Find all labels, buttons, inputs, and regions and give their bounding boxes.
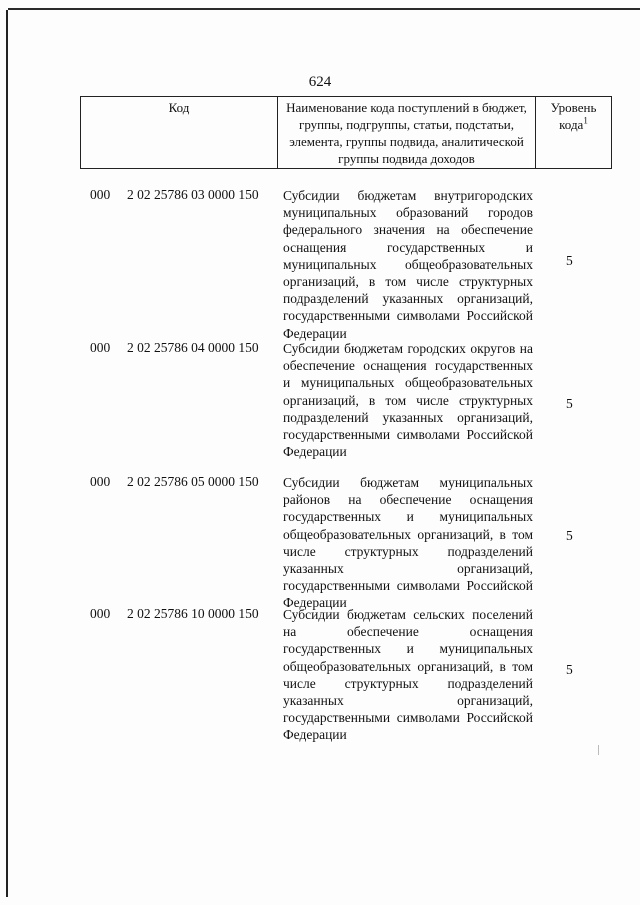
scan-edge-left (6, 10, 8, 897)
row-level: 5 (566, 662, 573, 677)
header-level-label: Уровень кода (550, 100, 597, 132)
row-code: 2 02 25786 10 0000 150 (127, 606, 259, 621)
header-name: Наименование кода поступлений в бюджет, группы, подгруппы, статьи, подстатьи, элемента, группы подвида, аналитической группы подвида доходов (278, 97, 536, 169)
row-code: 2 02 25786 03 0000 150 (127, 187, 259, 202)
header-level (536, 97, 612, 169)
row-kind: 000 (90, 474, 111, 489)
row-description: Субсидии бюджетам сельских поселений на обеспечение оснащения государственных и муниципальных общеобразовательных организаций, в том числе структурных подразделений указанных организаций, государственными символами Российской Федерации (283, 607, 533, 743)
row-level: 5 (566, 396, 573, 411)
row-kind: 000 (90, 606, 111, 621)
row-description: Субсидии бюджетам внутригородских муниципальных образований городов федерального значения на обеспечение оснащения государственных и муниципальных общеобразовательных организаций, в том числе структурных подразделений указанных организаций, государственными символами Российской Федерации (283, 188, 533, 341)
page-number: 624 (308, 74, 332, 90)
row-level: 5 (566, 253, 573, 268)
row-level: 5 (566, 528, 573, 543)
row-code: 2 02 25786 05 0000 150 (127, 474, 259, 489)
row-description: Субсидии бюджетам городских округов на обеспечение оснащения государственных и муниципальных общеобразовательных организаций, в том числе структурных подразделений указанных организаций, государственными символами Российской Федерации (283, 341, 533, 460)
row-kind: 000 (90, 187, 111, 202)
row-description: Субсидии бюджетам муниципальных районов на обеспечение оснащения государственных и муниципальных общеобразовательных организаций, в том числе структурных подразделений указанных организаций, государственными символами Российской Федерации (283, 475, 533, 611)
header-code: Код (81, 97, 278, 169)
header-table (80, 96, 612, 169)
row-code: 2 02 25786 04 0000 150 (127, 340, 259, 355)
scan-speck (598, 745, 599, 755)
row-kind: 000 (90, 340, 111, 355)
scan-edge-top (8, 8, 640, 10)
header-level-footnote: 1 (583, 115, 588, 126)
